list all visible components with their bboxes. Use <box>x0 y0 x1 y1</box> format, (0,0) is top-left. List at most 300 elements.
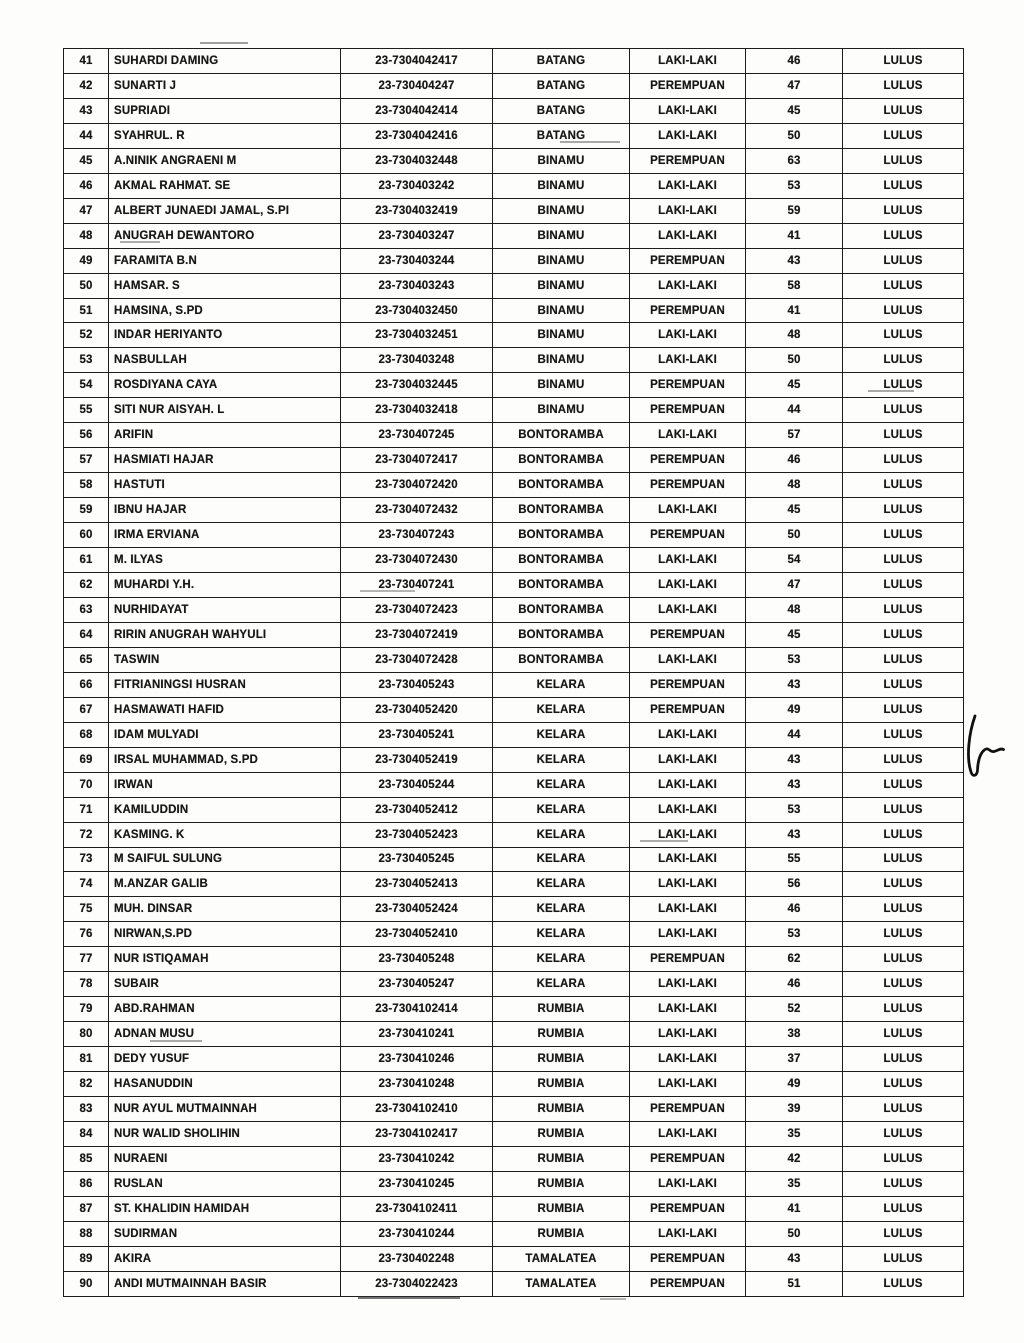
cell-gender: PEREMPUAN <box>630 1097 746 1122</box>
cell-status: LULUS <box>843 997 964 1022</box>
cell-score: 49 <box>746 697 843 722</box>
cell-gender: PEREMPUAN <box>630 373 746 398</box>
cell-status: LULUS <box>843 49 964 74</box>
table-row <box>64 1121 964 1146</box>
cell-no: 76 <box>64 922 109 947</box>
cell-status: LULUS <box>843 672 964 697</box>
cell-no: 66 <box>64 672 109 697</box>
cell-no: 58 <box>64 473 109 498</box>
cell-district: BATANG <box>493 73 630 98</box>
cell-gender: LAKI-LAKI <box>630 273 746 298</box>
cell-district: BINAMU <box>493 398 630 423</box>
cell-no: 87 <box>64 1196 109 1221</box>
cell-name: TASWIN <box>109 647 341 672</box>
table-row <box>64 972 964 997</box>
cell-no: 81 <box>64 1047 109 1072</box>
cell-name: NIRWAN,S.PD <box>109 922 341 947</box>
cell-gender: PEREMPUAN <box>630 473 746 498</box>
cell-score: 57 <box>746 423 843 448</box>
cell-reg_id: 23-7304022423 <box>341 1271 493 1296</box>
cell-district: BINAMU <box>493 323 630 348</box>
cell-gender: LAKI-LAKI <box>630 972 746 997</box>
cell-district: KELARA <box>493 822 630 847</box>
cell-gender: LAKI-LAKI <box>630 797 746 822</box>
cell-no: 74 <box>64 872 109 897</box>
cell-score: 53 <box>746 173 843 198</box>
cell-score: 46 <box>746 972 843 997</box>
cell-reg_id: 23-7304042414 <box>341 98 493 123</box>
table-row <box>64 597 964 622</box>
cell-district: KELARA <box>493 672 630 697</box>
cell-no: 73 <box>64 847 109 872</box>
cell-no: 56 <box>64 423 109 448</box>
table-row <box>64 697 964 722</box>
cell-status: LULUS <box>843 123 964 148</box>
cell-gender: LAKI-LAKI <box>630 573 746 598</box>
cell-gender: LAKI-LAKI <box>630 1022 746 1047</box>
cell-gender: LAKI-LAKI <box>630 1047 746 1072</box>
cell-status: LULUS <box>843 597 964 622</box>
cell-reg_id: 23-730405248 <box>341 947 493 972</box>
cell-score: 43 <box>746 248 843 273</box>
cell-district: RUMBIA <box>493 1171 630 1196</box>
cell-reg_id: 23-730402248 <box>341 1246 493 1271</box>
cell-reg_id: 23-730410242 <box>341 1146 493 1171</box>
cell-name: IDAM MULYADI <box>109 722 341 747</box>
cell-no: 86 <box>64 1171 109 1196</box>
cell-score: 51 <box>746 1271 843 1296</box>
cell-score: 59 <box>746 198 843 223</box>
cell-gender: PEREMPUAN <box>630 298 746 323</box>
cell-name: SUDIRMAN <box>109 1221 341 1246</box>
cell-district: BONTORAMBA <box>493 573 630 598</box>
cell-status: LULUS <box>843 1022 964 1047</box>
cell-district: RUMBIA <box>493 1022 630 1047</box>
cell-reg_id: 23-730403243 <box>341 273 493 298</box>
cell-status: LULUS <box>843 423 964 448</box>
cell-reg_id: 23-7304072420 <box>341 473 493 498</box>
cell-reg_id: 23-7304052410 <box>341 922 493 947</box>
cell-status: LULUS <box>843 697 964 722</box>
cell-no: 63 <box>64 597 109 622</box>
cell-gender: LAKI-LAKI <box>630 1072 746 1097</box>
table-row <box>64 98 964 123</box>
cell-score: 55 <box>746 847 843 872</box>
cell-name: M. ILYAS <box>109 548 341 573</box>
table-row <box>64 423 964 448</box>
cell-no: 43 <box>64 98 109 123</box>
cell-reg_id: 23-7304052423 <box>341 822 493 847</box>
cell-name: IRSAL MUHAMMAD, S.PD <box>109 747 341 772</box>
cell-gender: LAKI-LAKI <box>630 49 746 74</box>
cell-no: 60 <box>64 523 109 548</box>
cell-district: BONTORAMBA <box>493 423 630 448</box>
cell-no: 50 <box>64 273 109 298</box>
cell-reg_id: 23-730410248 <box>341 1072 493 1097</box>
cell-status: LULUS <box>843 1072 964 1097</box>
cell-status: LULUS <box>843 1246 964 1271</box>
cell-no: 53 <box>64 348 109 373</box>
cell-no: 88 <box>64 1221 109 1246</box>
cell-district: BONTORAMBA <box>493 523 630 548</box>
cell-no: 80 <box>64 1022 109 1047</box>
cell-gender: PEREMPUAN <box>630 622 746 647</box>
cell-no: 55 <box>64 398 109 423</box>
table-row <box>64 573 964 598</box>
cell-name: RUSLAN <box>109 1171 341 1196</box>
cell-name: DEDY YUSUF <box>109 1047 341 1072</box>
cell-no: 65 <box>64 647 109 672</box>
cell-status: LULUS <box>843 822 964 847</box>
cell-name: MUH. DINSAR <box>109 897 341 922</box>
cell-no: 41 <box>64 49 109 74</box>
cell-score: 47 <box>746 573 843 598</box>
cell-status: LULUS <box>843 223 964 248</box>
cell-score: 43 <box>746 1246 843 1271</box>
cell-reg_id: 23-7304072419 <box>341 622 493 647</box>
cell-reg_id: 23-7304032419 <box>341 198 493 223</box>
cell-name: SITI NUR AISYAH. L <box>109 398 341 423</box>
table-row <box>64 847 964 872</box>
cell-gender: PEREMPUAN <box>630 523 746 548</box>
cell-name: FARAMITA B.N <box>109 248 341 273</box>
cell-name: ANDI MUTMAINNAH BASIR <box>109 1271 341 1296</box>
cell-score: 46 <box>746 49 843 74</box>
cell-gender: LAKI-LAKI <box>630 123 746 148</box>
cell-score: 50 <box>746 123 843 148</box>
cell-gender: LAKI-LAKI <box>630 897 746 922</box>
cell-reg_id: 23-730404247 <box>341 73 493 98</box>
cell-name: HASMIATI HAJAR <box>109 448 341 473</box>
table-row <box>64 123 964 148</box>
cell-district: BINAMU <box>493 373 630 398</box>
cell-score: 45 <box>746 622 843 647</box>
cell-district: TAMALATEA <box>493 1271 630 1296</box>
cell-name: MUHARDI Y.H. <box>109 573 341 598</box>
cell-reg_id: 23-7304102411 <box>341 1196 493 1221</box>
cell-status: LULUS <box>843 797 964 822</box>
cell-gender: LAKI-LAKI <box>630 423 746 448</box>
cell-gender: LAKI-LAKI <box>630 997 746 1022</box>
cell-district: KELARA <box>493 847 630 872</box>
cell-score: 48 <box>746 323 843 348</box>
cell-name: ST. KHALIDIN HAMIDAH <box>109 1196 341 1221</box>
cell-status: LULUS <box>843 273 964 298</box>
cell-district: BONTORAMBA <box>493 473 630 498</box>
cell-status: LULUS <box>843 897 964 922</box>
cell-district: BATANG <box>493 123 630 148</box>
cell-score: 41 <box>746 1196 843 1221</box>
cell-gender: LAKI-LAKI <box>630 223 746 248</box>
cell-gender: PEREMPUAN <box>630 672 746 697</box>
cell-name: A.NINIK ANGRAENI M <box>109 148 341 173</box>
cell-reg_id: 23-730410246 <box>341 1047 493 1072</box>
cell-name: AKMAL RAHMAT. SE <box>109 173 341 198</box>
cell-district: RUMBIA <box>493 1221 630 1246</box>
cell-no: 45 <box>64 148 109 173</box>
results-table-body <box>64 49 964 1297</box>
cell-gender: LAKI-LAKI <box>630 548 746 573</box>
cell-district: KELARA <box>493 897 630 922</box>
cell-score: 45 <box>746 498 843 523</box>
cell-reg_id: 23-7304032451 <box>341 323 493 348</box>
cell-name: ARIFIN <box>109 423 341 448</box>
cell-score: 50 <box>746 523 843 548</box>
cell-no: 75 <box>64 897 109 922</box>
cell-district: BINAMU <box>493 248 630 273</box>
cell-status: LULUS <box>843 1047 964 1072</box>
cell-name: NURAENI <box>109 1146 341 1171</box>
table-row <box>64 298 964 323</box>
cell-name: SUNARTI J <box>109 73 341 98</box>
cell-status: LULUS <box>843 1196 964 1221</box>
table-row <box>64 398 964 423</box>
cell-score: 53 <box>746 797 843 822</box>
cell-no: 44 <box>64 123 109 148</box>
cell-score: 46 <box>746 897 843 922</box>
cell-status: LULUS <box>843 473 964 498</box>
cell-name: ADNAN MUSU <box>109 1022 341 1047</box>
cell-reg_id: 23-7304032445 <box>341 373 493 398</box>
cell-reg_id: 23-7304052424 <box>341 897 493 922</box>
cell-no: 49 <box>64 248 109 273</box>
cell-score: 43 <box>746 747 843 772</box>
cell-name: HAMSINA, S.PD <box>109 298 341 323</box>
cell-score: 58 <box>746 273 843 298</box>
cell-gender: PEREMPUAN <box>630 947 746 972</box>
cell-no: 62 <box>64 573 109 598</box>
cell-reg_id: 23-7304042417 <box>341 49 493 74</box>
cell-gender: LAKI-LAKI <box>630 1171 746 1196</box>
cell-name: IBNU HAJAR <box>109 498 341 523</box>
table-row <box>64 797 964 822</box>
cell-score: 49 <box>746 1072 843 1097</box>
cell-no: 71 <box>64 797 109 822</box>
cell-reg_id: 23-7304102417 <box>341 1121 493 1146</box>
cell-name: NUR ISTIQAMAH <box>109 947 341 972</box>
cell-score: 48 <box>746 597 843 622</box>
cell-score: 45 <box>746 373 843 398</box>
cell-district: KELARA <box>493 872 630 897</box>
cell-status: LULUS <box>843 248 964 273</box>
cell-gender: PEREMPUAN <box>630 398 746 423</box>
cell-name: NURHIDAYAT <box>109 597 341 622</box>
cell-reg_id: 23-730403248 <box>341 348 493 373</box>
cell-district: RUMBIA <box>493 1072 630 1097</box>
cell-district: BONTORAMBA <box>493 448 630 473</box>
cell-reg_id: 23-730405241 <box>341 722 493 747</box>
cell-no: 72 <box>64 822 109 847</box>
table-row <box>64 722 964 747</box>
cell-reg_id: 23-7304072417 <box>341 448 493 473</box>
table-row <box>64 747 964 772</box>
table-row <box>64 323 964 348</box>
cell-district: BONTORAMBA <box>493 498 630 523</box>
cell-district: RUMBIA <box>493 1196 630 1221</box>
cell-reg_id: 23-730403242 <box>341 173 493 198</box>
table-row <box>64 772 964 797</box>
cell-score: 35 <box>746 1171 843 1196</box>
cell-score: 53 <box>746 922 843 947</box>
cell-score: 63 <box>746 148 843 173</box>
cell-gender: PEREMPUAN <box>630 1271 746 1296</box>
scan-smudge <box>600 1298 626 1300</box>
cell-district: KELARA <box>493 922 630 947</box>
table-row <box>64 148 964 173</box>
cell-reg_id: 23-7304042416 <box>341 123 493 148</box>
cell-gender: LAKI-LAKI <box>630 922 746 947</box>
cell-score: 54 <box>746 548 843 573</box>
cell-no: 61 <box>64 548 109 573</box>
cell-gender: PEREMPUAN <box>630 148 746 173</box>
cell-reg_id: 23-730405245 <box>341 847 493 872</box>
cell-reg_id: 23-7304032450 <box>341 298 493 323</box>
cell-district: RUMBIA <box>493 1047 630 1072</box>
cell-name: KASMING. K <box>109 822 341 847</box>
cell-gender: PEREMPUAN <box>630 73 746 98</box>
cell-reg_id: 23-7304032448 <box>341 148 493 173</box>
cell-gender: LAKI-LAKI <box>630 348 746 373</box>
cell-gender: PEREMPUAN <box>630 1246 746 1271</box>
cell-reg_id: 23-730405247 <box>341 972 493 997</box>
cell-reg_id: 23-730407245 <box>341 423 493 448</box>
table-row <box>64 498 964 523</box>
cell-gender: LAKI-LAKI <box>630 498 746 523</box>
cell-name: AKIRA <box>109 1246 341 1271</box>
table-row <box>64 1097 964 1122</box>
cell-name: HASTUTI <box>109 473 341 498</box>
cell-status: LULUS <box>843 323 964 348</box>
cell-score: 52 <box>746 997 843 1022</box>
cell-no: 90 <box>64 1271 109 1296</box>
cell-no: 82 <box>64 1072 109 1097</box>
cell-name: ALBERT JUNAEDI JAMAL, S.PI <box>109 198 341 223</box>
cell-score: 42 <box>746 1146 843 1171</box>
cell-district: TAMALATEA <box>493 1246 630 1271</box>
cell-reg_id: 23-7304032418 <box>341 398 493 423</box>
cell-name: ABD.RAHMAN <box>109 997 341 1022</box>
cell-no: 68 <box>64 722 109 747</box>
table-row <box>64 1047 964 1072</box>
table-row <box>64 947 964 972</box>
cell-district: BINAMU <box>493 198 630 223</box>
cell-no: 83 <box>64 1097 109 1122</box>
cell-status: LULUS <box>843 922 964 947</box>
cell-district: BINAMU <box>493 298 630 323</box>
cell-reg_id: 23-730407243 <box>341 523 493 548</box>
cell-gender: LAKI-LAKI <box>630 323 746 348</box>
cell-status: LULUS <box>843 573 964 598</box>
cell-district: KELARA <box>493 747 630 772</box>
cell-status: LULUS <box>843 1097 964 1122</box>
cell-name: INDAR HERIYANTO <box>109 323 341 348</box>
cell-name: ROSDIYANA CAYA <box>109 373 341 398</box>
cell-name: M SAIFUL SULUNG <box>109 847 341 872</box>
cell-status: LULUS <box>843 498 964 523</box>
cell-reg_id: 23-7304102414 <box>341 997 493 1022</box>
cell-no: 47 <box>64 198 109 223</box>
cell-score: 44 <box>746 398 843 423</box>
cell-score: 39 <box>746 1097 843 1122</box>
table-row <box>64 223 964 248</box>
cell-no: 77 <box>64 947 109 972</box>
cell-name: NASBULLAH <box>109 348 341 373</box>
cell-name: SUPRIADI <box>109 98 341 123</box>
cell-status: LULUS <box>843 772 964 797</box>
table-row <box>64 1146 964 1171</box>
cell-district: RUMBIA <box>493 1146 630 1171</box>
cell-score: 62 <box>746 947 843 972</box>
cell-district: BONTORAMBA <box>493 647 630 672</box>
cell-no: 85 <box>64 1146 109 1171</box>
cell-gender: LAKI-LAKI <box>630 872 746 897</box>
cell-reg_id: 23-7304102410 <box>341 1097 493 1122</box>
cell-district: RUMBIA <box>493 1097 630 1122</box>
cell-gender: LAKI-LAKI <box>630 772 746 797</box>
cell-gender: LAKI-LAKI <box>630 198 746 223</box>
table-row <box>64 1271 964 1296</box>
cell-reg_id: 23-7304052419 <box>341 747 493 772</box>
table-row <box>64 448 964 473</box>
cell-score: 41 <box>746 223 843 248</box>
cell-reg_id: 23-730403244 <box>341 248 493 273</box>
table-row <box>64 672 964 697</box>
cell-district: BATANG <box>493 49 630 74</box>
cell-status: LULUS <box>843 722 964 747</box>
cell-status: LULUS <box>843 73 964 98</box>
cell-no: 48 <box>64 223 109 248</box>
cell-score: 45 <box>746 98 843 123</box>
cell-gender: LAKI-LAKI <box>630 647 746 672</box>
cell-status: LULUS <box>843 548 964 573</box>
cell-status: LULUS <box>843 298 964 323</box>
cell-reg_id: 23-7304072432 <box>341 498 493 523</box>
cell-district: KELARA <box>493 797 630 822</box>
table-row <box>64 1246 964 1271</box>
table-row <box>64 1196 964 1221</box>
cell-gender: PEREMPUAN <box>630 697 746 722</box>
cell-reg_id: 23-7304052413 <box>341 872 493 897</box>
cell-status: LULUS <box>843 647 964 672</box>
cell-no: 54 <box>64 373 109 398</box>
cell-no: 64 <box>64 622 109 647</box>
table-row <box>64 1221 964 1246</box>
cell-reg_id: 23-730410245 <box>341 1171 493 1196</box>
table-row <box>64 922 964 947</box>
cell-status: LULUS <box>843 847 964 872</box>
table-row <box>64 173 964 198</box>
cell-score: 47 <box>746 73 843 98</box>
table-row <box>64 822 964 847</box>
cell-score: 48 <box>746 473 843 498</box>
cell-name: SUBAIR <box>109 972 341 997</box>
table-row <box>64 622 964 647</box>
cell-no: 46 <box>64 173 109 198</box>
cell-name: HASMAWATI HAFID <box>109 697 341 722</box>
cell-district: KELARA <box>493 697 630 722</box>
cell-no: 51 <box>64 298 109 323</box>
cell-district: RUMBIA <box>493 997 630 1022</box>
cell-status: LULUS <box>843 173 964 198</box>
cell-score: 37 <box>746 1047 843 1072</box>
cell-district: BONTORAMBA <box>493 597 630 622</box>
cell-name: IRMA ERVIANA <box>109 523 341 548</box>
cell-district: BINAMU <box>493 173 630 198</box>
cell-score: 38 <box>746 1022 843 1047</box>
cell-score: 53 <box>746 647 843 672</box>
cell-status: LULUS <box>843 947 964 972</box>
cell-no: 59 <box>64 498 109 523</box>
